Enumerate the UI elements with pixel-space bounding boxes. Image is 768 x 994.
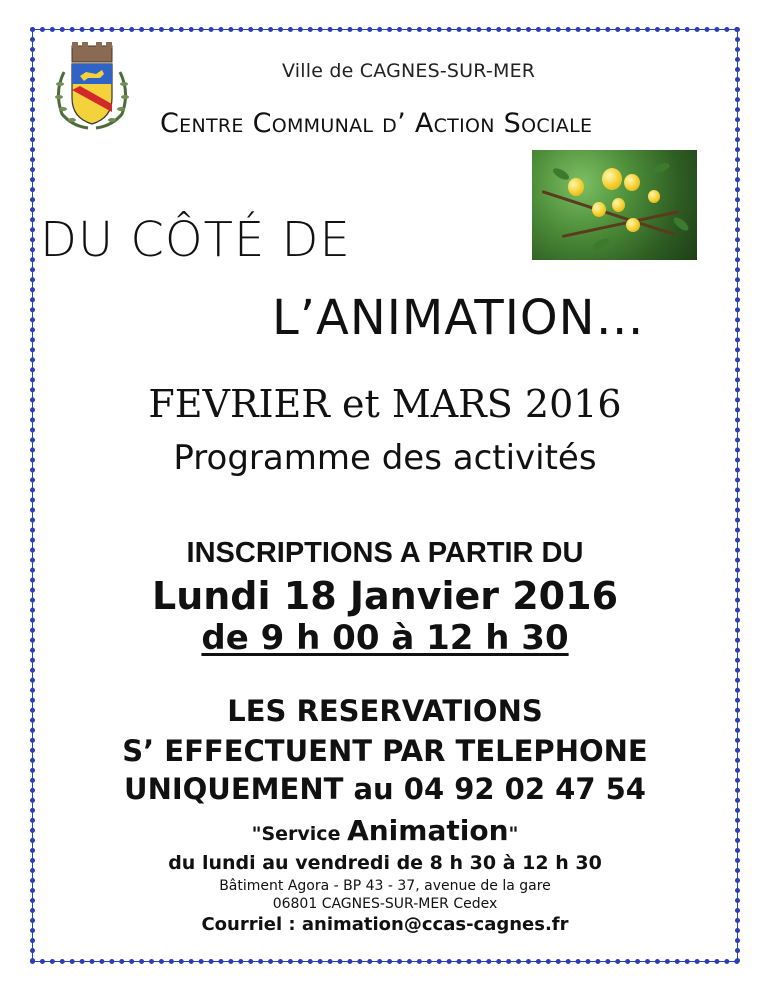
program-subtitle: Programme des activités <box>173 438 597 478</box>
inscriptions-label: INSCRIPTIONS A PARTIR DU <box>186 537 584 569</box>
reservations-line-2: S’ EFFECTUENT PAR TELEPHONE <box>122 734 648 768</box>
city-crest-logo <box>50 42 134 132</box>
service-quote-close: " <box>508 823 519 845</box>
reservations-line-1: LES RESERVATIONS <box>227 694 543 728</box>
city-name: Ville de CAGNES-SUR-MER <box>282 60 536 82</box>
service-name <box>30 814 740 847</box>
lemon-tree-photo <box>532 150 697 260</box>
period-title: FEVRIER et MARS 2016 <box>148 382 622 426</box>
organization-name: Centre Communal d’ Action Sociale <box>160 108 593 139</box>
address-line-2: 06801 CAGNES-SUR-MER Cedex <box>272 896 498 912</box>
headline-line-1: DU CÔTÉ DE <box>40 212 351 268</box>
inscriptions-date: Lundi 18 Janvier 2016 <box>151 574 619 618</box>
headline-line-2: L’ANIMATION… <box>272 290 645 346</box>
service-quote-open: "Service <box>251 823 348 845</box>
contact-email: Courriel : animation@ccas-cagnes.fr <box>201 914 569 935</box>
inscriptions-hours-text: de 9 h 00 à 12 h 30 <box>201 618 569 658</box>
inscriptions-hours <box>30 618 740 658</box>
address-line-1: Bâtiment Agora - BP 43 - 37, avenue de la gare <box>219 878 551 894</box>
service-schedule: du lundi au vendredi de 8 h 30 à 12 h 30 <box>168 852 602 874</box>
service-name-main: Animation <box>347 814 509 847</box>
reservations-line-3: UNIQUEMENT au 04 92 02 47 54 <box>124 772 646 806</box>
